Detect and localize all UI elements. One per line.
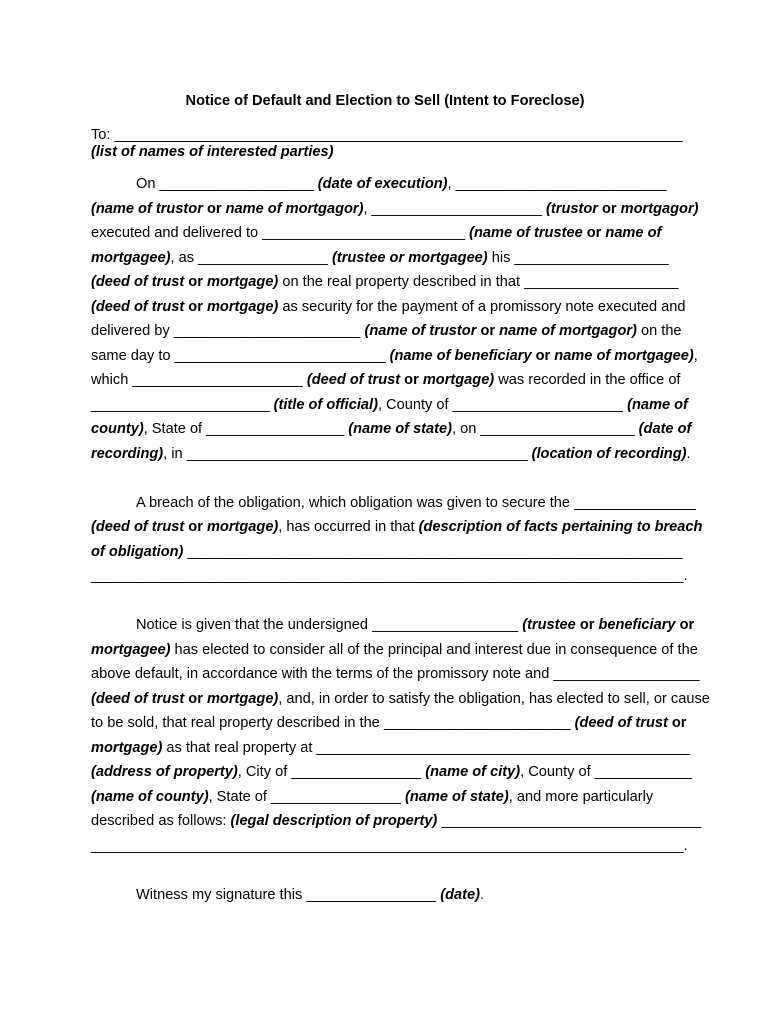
p1-line-2: (name of trustor or name of mortgagor), _____________________ (trustor or mortgagor): [91, 201, 699, 217]
p3-line-4: (deed of trust or mortgage), and, in order to satisfy the obligation, has elected to sell, or cause: [91, 691, 710, 707]
document-title: Notice of Default and Election to Sell (Intent to Foreclose): [185, 93, 585, 109]
p3-line-3: above default, in accordance with the terms of the promissory note and __________________: [91, 666, 700, 682]
p3-line-10: _________________________________________________________________________.: [91, 838, 688, 854]
p1-line-8: same day to __________________________ (name of beneficiary or name of mortgagee),: [91, 348, 698, 364]
p2-line-1: A breach of the obligation, which obligation was given to secure the _______________: [136, 495, 696, 511]
p3-line-7: (address of property), City of ________________ (name of city), County of ____________: [91, 764, 693, 780]
p3-line-6: mortgage) as that real property at ______________________________________________: [91, 740, 690, 756]
p1-line-7: delivered by _______________________ (name of trustor or name of mortgagor) on the: [91, 323, 682, 339]
p1-line-6: (deed of trust or mortgage) as security for the payment of a promissory note executed and: [91, 299, 686, 315]
p1-line-3: executed and delivered to _________________________ (name of trustee or name of: [91, 225, 662, 241]
p1-line-11: county), State of _________________ (name of state), on ___________________ (date of: [91, 421, 692, 437]
p3-line-2: mortgagee) has elected to consider all of the principal and interest due in consequence of the: [91, 642, 698, 658]
p3-line-8: (name of county), State of ________________ (name of state), and more particularly: [91, 789, 654, 805]
p1-line-1: On ___________________ (date of execution), __________________________: [136, 176, 667, 192]
p1-line-5: (deed of trust or mortgage) on the real property described in that ___________________: [91, 274, 679, 290]
p3-line-1: Notice is given that the undersigned __________________ (trustee or beneficiary or: [136, 617, 695, 633]
p3-line-5: to be sold, that real property described in the _______________________ (deed of trust or: [91, 715, 687, 731]
p1-line-4: mortgagee), as ________________ (trustee or mortgagee) his ___________________: [91, 250, 669, 266]
p2-line-3: of obligation) _____________________________________________________________: [91, 544, 683, 560]
witness-line: Witness my signature this ________________ (date).: [136, 887, 485, 903]
p2-line-4: _________________________________________________________________________.: [91, 568, 688, 584]
to-hint: (list of names of interested parties): [91, 144, 334, 160]
p1-line-12: recording), in __________________________________________ (location of recording).: [91, 446, 691, 462]
p2-line-2: (deed of trust or mortgage), has occurred in that (description of facts pertaining to breach: [91, 519, 703, 535]
p1-line-9: which _____________________ (deed of trust or mortgage) was recorded in the office of: [91, 372, 681, 388]
to-line: To: ______________________________________________________________________: [91, 127, 683, 143]
p1-line-10: ______________________ (title of official), County of _____________________ (name of: [91, 397, 688, 413]
p3-line-9: described as follows: (legal description of property) ________________________________: [91, 813, 702, 829]
